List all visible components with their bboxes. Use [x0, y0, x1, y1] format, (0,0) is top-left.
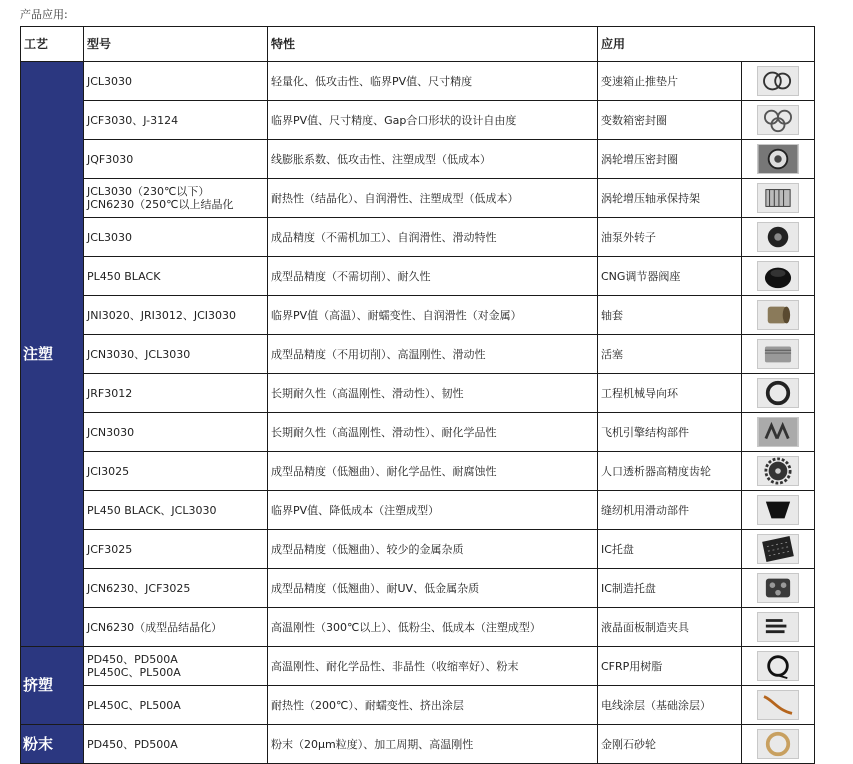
application-cell	[598, 296, 742, 335]
table-row	[21, 530, 815, 569]
feature-cell	[268, 413, 598, 452]
application-text: 轴套	[601, 308, 623, 322]
model-text: JCL3030	[87, 230, 133, 244]
grinding-wheel-icon	[757, 729, 799, 759]
table-body	[21, 62, 815, 764]
feature-cell	[268, 452, 598, 491]
model-text: PD450、PD500A PL450C、PL500A	[87, 653, 181, 679]
table-row	[21, 491, 815, 530]
model-cell	[84, 413, 268, 452]
model-cell	[84, 608, 268, 647]
feature-text: 线膨胀系数、低攻击性、注塑成型（低成本）	[271, 152, 491, 166]
header-application: 应用	[598, 27, 815, 62]
table-row	[21, 179, 815, 218]
fixture-icon	[757, 612, 799, 642]
table-row	[21, 218, 815, 257]
product-image-cell	[742, 608, 815, 647]
feature-cell	[268, 608, 598, 647]
feature-cell	[268, 335, 598, 374]
model-text: JCF3030、J-3124	[87, 113, 179, 127]
table-row	[21, 140, 815, 179]
model-cell	[84, 491, 268, 530]
cable-coil-icon	[757, 651, 799, 681]
feature-cell	[268, 374, 598, 413]
application-text: 活塞	[601, 347, 623, 361]
feature-text: 临界PV值、降低成本（注塑成型）	[271, 503, 440, 517]
model-text: JCN6230（成型品结晶化）	[87, 620, 223, 634]
ic-fixture-icon	[757, 573, 799, 603]
feature-text: 高温刚性（300℃以上）、低粉尘、低成本（注塑成型）	[271, 620, 541, 634]
model-cell	[84, 101, 268, 140]
model-text: JCF3025	[87, 542, 133, 556]
feature-cell	[268, 725, 598, 764]
feature-cell	[268, 296, 598, 335]
bearing-cage-icon	[757, 183, 799, 213]
feature-cell	[268, 491, 598, 530]
application-cell	[598, 101, 742, 140]
model-text: JCN6230、JCF3025	[87, 581, 191, 595]
feature-text: 成型品精度（低翘曲）、耐UV、低金属杂质	[271, 581, 480, 595]
product-image-cell	[742, 257, 815, 296]
table-row	[21, 257, 815, 296]
table-row	[21, 296, 815, 335]
application-text: 涡轮增压密封圈	[601, 152, 678, 166]
feature-text: 粉末（20μm粒度）、加工周期、高温刚性	[271, 737, 474, 751]
model-text: PL450 BLACK	[87, 269, 161, 283]
product-image-cell	[742, 725, 815, 764]
application-cell	[598, 413, 742, 452]
model-cell	[84, 218, 268, 257]
feature-cell	[268, 257, 598, 296]
model-cell	[84, 296, 268, 335]
feature-text: 成型品精度（低翘曲）、耐化学品性、耐腐蚀性	[271, 464, 497, 478]
product-application-table	[20, 26, 815, 764]
header-feature: 特性	[268, 27, 598, 62]
model-cell	[84, 257, 268, 296]
sliding-part-icon	[757, 495, 799, 525]
feature-text: 成型品精度（低翘曲）、较少的金属杂质	[271, 542, 464, 556]
wire-icon	[757, 690, 799, 720]
table-row	[21, 374, 815, 413]
product-image-cell	[742, 335, 815, 374]
application-cell	[598, 62, 742, 101]
process-cell-injection: 注塑	[21, 62, 84, 647]
model-text: JQF3030	[87, 152, 134, 166]
application-cell	[598, 179, 742, 218]
application-cell	[598, 491, 742, 530]
feature-cell	[268, 530, 598, 569]
application-cell	[598, 218, 742, 257]
application-text: 缝纫机用滑动部件	[601, 503, 689, 517]
application-text: IC制造托盘	[601, 581, 656, 595]
model-text: JCI3025	[87, 464, 130, 478]
application-text: 人口透析器高精度齿轮	[601, 464, 711, 478]
table-row	[21, 452, 815, 491]
rotor-icon	[757, 222, 799, 252]
feature-text: 耐热性（200℃）、耐蠕变性、挤出涂层	[271, 698, 464, 712]
model-cell	[84, 452, 268, 491]
table-row	[21, 647, 815, 686]
application-cell	[598, 374, 742, 413]
product-image-cell	[742, 647, 815, 686]
product-image-cell	[742, 569, 815, 608]
feature-text: 成型品精度（不需切削）、耐久性	[271, 269, 431, 283]
table-row	[21, 569, 815, 608]
model-text: PD450、PD500A	[87, 737, 178, 751]
header-process: 工艺	[21, 27, 84, 62]
feature-cell	[268, 218, 598, 257]
table-row	[21, 62, 815, 101]
feature-text: 耐热性（结晶化）、自润滑性、注塑成型（低成本）	[271, 191, 519, 205]
application-cell	[598, 452, 742, 491]
product-image-cell	[742, 374, 815, 413]
application-text: 油泵外转子	[601, 230, 656, 244]
application-text: IC托盘	[601, 542, 634, 556]
feature-text: 轻量化、低攻击性、临界PV值、尺寸精度	[271, 74, 473, 88]
header-model: 型号	[84, 27, 268, 62]
application-cell	[598, 725, 742, 764]
table-row	[21, 335, 815, 374]
feature-text: 长期耐久性（高温刚性、滑动性）、韧性	[271, 386, 464, 400]
product-image-cell	[742, 179, 815, 218]
caption: 产品应用:	[20, 8, 68, 21]
product-image-cell	[742, 491, 815, 530]
model-cell	[84, 62, 268, 101]
gear-icon	[757, 456, 799, 486]
product-image-cell	[742, 218, 815, 257]
model-cell	[84, 140, 268, 179]
application-text: 液晶面板制造夹具	[601, 620, 689, 634]
product-image-cell	[742, 140, 815, 179]
model-cell	[84, 179, 268, 218]
application-text: 金刚石砂轮	[601, 737, 656, 751]
feature-text: 临界PV值、尺寸精度、Gap合口形状的设计自由度	[271, 113, 517, 127]
bushing-icon	[757, 300, 799, 330]
product-image-cell	[742, 101, 815, 140]
application-text: 变数箱密封圈	[601, 113, 667, 127]
application-text: 涡轮增压轴承保持架	[601, 191, 700, 205]
model-text: JRF3012	[87, 386, 133, 400]
application-text: 电线涂层（基础涂层）	[601, 698, 711, 712]
valve-seat-icon	[757, 261, 799, 291]
table-row	[21, 686, 815, 725]
feature-cell	[268, 140, 598, 179]
seal-rings-icon	[757, 105, 799, 135]
application-text: 变速箱止推垫片	[601, 74, 678, 88]
application-text: 飞机引擎结构部件	[601, 425, 689, 439]
feature-text: 长期耐久性（高温刚性、滑动性）、耐化学品性	[271, 425, 497, 439]
product-image-cell	[742, 62, 815, 101]
application-text: CFRP用树脂	[601, 659, 663, 673]
table-row	[21, 725, 815, 764]
process-cell-extrusion: 挤塑	[21, 647, 84, 725]
feature-cell	[268, 647, 598, 686]
application-cell	[598, 530, 742, 569]
piston-icon	[757, 339, 799, 369]
header-row	[21, 27, 815, 62]
feature-cell	[268, 179, 598, 218]
feature-cell	[268, 101, 598, 140]
product-image-cell	[742, 530, 815, 569]
application-cell	[598, 608, 742, 647]
feature-cell	[268, 569, 598, 608]
turbo-seal-icon	[757, 144, 799, 174]
application-cell	[598, 686, 742, 725]
product-image-cell	[742, 686, 815, 725]
engine-parts-icon	[757, 417, 799, 447]
model-text: JCN3030	[87, 425, 135, 439]
application-cell	[598, 569, 742, 608]
model-cell	[84, 686, 268, 725]
feature-cell	[268, 686, 598, 725]
model-cell	[84, 647, 268, 686]
application-text: CNG调节器阀座	[601, 269, 681, 283]
model-cell	[84, 569, 268, 608]
model-text: PL450 BLACK、JCL3030	[87, 503, 217, 517]
model-cell	[84, 374, 268, 413]
application-cell	[598, 140, 742, 179]
product-image-cell	[742, 452, 815, 491]
model-text: PL450C、PL500A	[87, 698, 181, 712]
application-text: 工程机械导向环	[601, 386, 678, 400]
application-cell	[598, 335, 742, 374]
feature-text: 成型品精度（不用切削）、高温刚性、滑动性	[271, 347, 486, 361]
model-text: JNI3020、JRI3012、JCI3030	[87, 308, 236, 322]
feature-text: 高温刚性、耐化学品性、非晶性（收缩率好）、粉末	[271, 659, 519, 673]
model-text: JCL3030（230℃以下） JCN6230（250℃以上结晶化	[87, 185, 234, 211]
table-row	[21, 608, 815, 647]
guide-ring-icon	[757, 378, 799, 408]
feature-cell	[268, 62, 598, 101]
application-cell	[598, 257, 742, 296]
feature-text: 成品精度（不需机加工）、自润滑性、滑动特性	[271, 230, 497, 244]
product-image-cell	[742, 413, 815, 452]
rings-icon	[757, 66, 799, 96]
table-row	[21, 413, 815, 452]
feature-text: 临界PV值（高温）、耐蠕变性、自润滑性（对金属）	[271, 308, 522, 322]
application-cell	[598, 647, 742, 686]
product-image-cell	[742, 296, 815, 335]
model-text: JCL3030	[87, 74, 133, 88]
model-cell	[84, 335, 268, 374]
process-cell-powder: 粉末	[21, 725, 84, 764]
model-cell	[84, 530, 268, 569]
model-cell	[84, 725, 268, 764]
ic-tray-icon	[757, 534, 799, 564]
model-text: JCN3030、JCL3030	[87, 347, 191, 361]
table-row	[21, 101, 815, 140]
